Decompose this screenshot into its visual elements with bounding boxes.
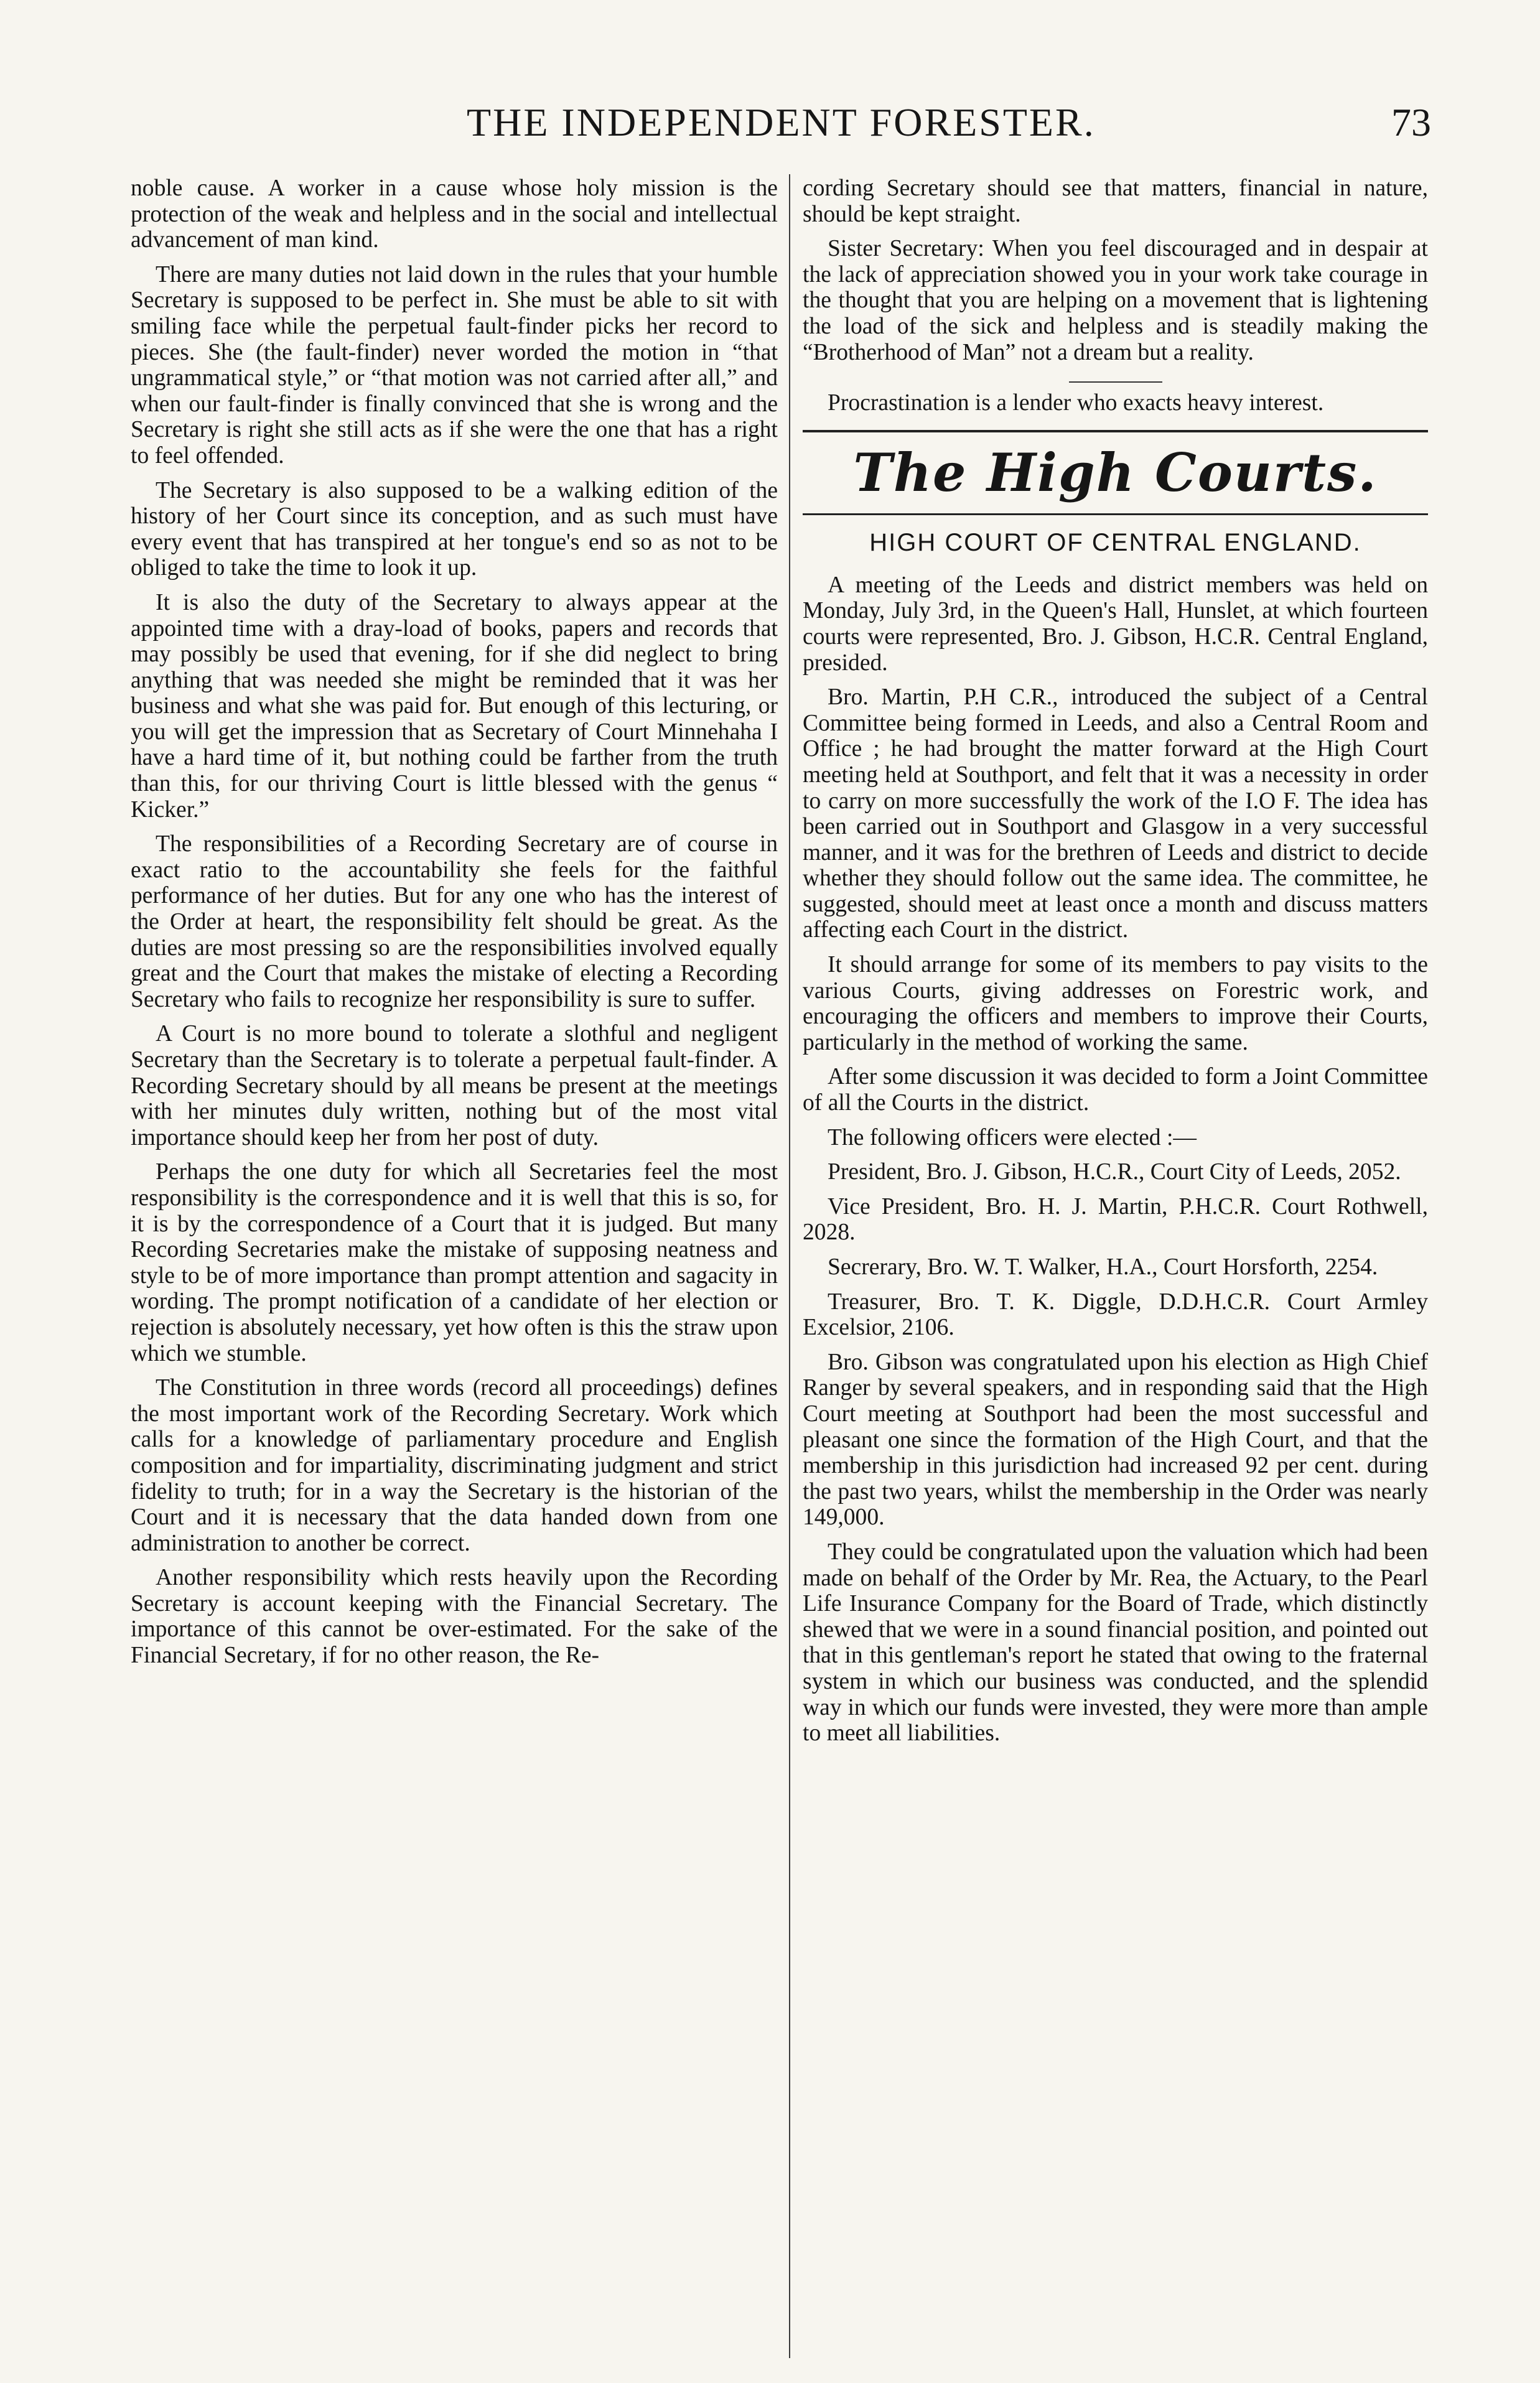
paragraph: Bro. Martin, P.H C.R., introduced the subject of a Central Committee being formed in Leeds, and also a Central Room and Office ; he had brought the matter forward at the High Court meeting held at Southport, and felt that it was a necessity in order to carry on more successfully the work of the I.O F. The idea has been carried out in Southport and Glasgow in a very successful manner, and it was for the brethren of Leeds and district to decide whether they should follow out the same idea. The committee, he suggested, should meet at least once a month and discuss matters affecting each Court in the district. <box>803 684 1428 943</box>
left-column <box>131 175 778 1677</box>
page-header <box>131 100 1431 149</box>
column-divider <box>789 174 790 2358</box>
paragraph: After some discussion it was decided to form a Joint Committee of all the Courts in the district. <box>803 1064 1428 1116</box>
officer-entry: Treasurer, Bro. T. K. Diggle, D.D.H.C.R. Court Armley Excelsior, 2106. <box>803 1289 1428 1341</box>
officer-entry: Vice President, Bro. H. J. Martin, P.H.C.R. Court Rothwell, 2028. <box>803 1193 1428 1246</box>
paragraph: It is also the duty of the Secretary to always appear at the appointed time with a dray-load of books, papers and records that may possibly be used that evening, for if she did neglect to bring anything that was needed she might be reminded that it was her business and what she was paid for. But enough of this lecturing, or you will get the impression that as Secretary of Court Minnehaha I have a hard time of it, but nothing could be farther from the truth than this, for our thriving Court is little blessed with the genus “ Kicker.” <box>131 589 778 823</box>
page-number: 73 <box>1391 100 1431 144</box>
paragraph: They could be congratulated upon the valuation which had been made on behalf of the Order by Mr. Rea, the Actuary, to the Pearl Life Insurance Company for the Board of Trade, which distinctly shewed that we were in a sound financial position, and pointed out that in this gentleman's report he stated that owing to the fraternal system in which our business was conducted, and the splendid way in which our funds were invested, they were more than ample to meet all liabilities. <box>803 1539 1428 1746</box>
paragraph: There are many duties not laid down in the rules that your humble Secretary is supposed to be perfect in. She must be able to sit with smiling face while the perpetual fault-finder picks her record to pieces. She (the fault-finder) never worded the motion in “that ungrammatical style,” or “that motion was not carried after all,” and when our fault-finder is finally convinced that she is wrong and the Secretary is right she still acts as if she were the one that has a right to feel offended. <box>131 261 778 469</box>
separator-rule <box>1069 381 1162 383</box>
paragraph: Sister Secretary: When you feel discouraged and in despair at the lack of appreciation showed you in your work take courage in the thought that you are helping on a movement that is lightening the load of the sick and helpless and is steadily making the “Brotherhood of Man” not a dream but a reality. <box>803 236 1428 365</box>
paragraph: cording Secretary should see that matters, financial in nature, should be kept straight. <box>803 175 1428 227</box>
paragraph: A meeting of the Leeds and district members was held on Monday, July 3rd, in the Queen's Hall, Hunslet, at which fourteen courts were represented, Bro. J. Gibson, H.C.R. Central England, presided. <box>803 572 1428 676</box>
paragraph: The Constitution in three words (record all proceedings) defines the most important work of the Recording Secretary. Work which calls for a knowledge of parliamentary procedure and English composition and for impartiality, discriminating judgment and strict fidelity to truth; for in a way the Secretary is the historian of the Court and it is necessary that the data handed down from one administration to another be correct. <box>131 1375 778 1556</box>
paragraph: The following officers were elected :— <box>828 1124 1197 1150</box>
paragraph: It should arrange for some of its members to pay visits to the various Courts, giving addresses on Forestric work, and encouraging the officers and members to improve their Courts, particularly in the method of working the same. <box>803 952 1428 1055</box>
paragraph: The responsibilities of a Recording Secretary are of course in exact ratio to the accountability she feels for the faithful performance of her duties. But for any one who has the interest of the Order at heart, the responsibility felt should be great. As the duties are most pressing so are the responsibilities involved equally great and the Court that makes the mistake of electing a Recording Secretary who fails to recognize her responsibility is sure to suffer. <box>131 831 778 1012</box>
section-heading: The High Courts. <box>853 441 1378 503</box>
officer-entry: Secrerary, Bro. W. T. Walker, H.A., Court Horsforth, 2254. <box>828 1254 1378 1280</box>
section-rule-bottom <box>803 513 1428 515</box>
paragraph: Perhaps the one duty for which all Secretaries feel the most responsibility is the correspondence and it is well that this is so, for it is by the correspondence of a Court that it is judged. But many Recording Secretaries make the mistake of supposing neatness and style to be of more importance than prompt attention and sagacity in wording. The prompt notification of a candidate of her election or rejection is absolutely necessary, yet how often is this the straw upon which we stumble. <box>131 1159 778 1366</box>
paragraph: The Secretary is also supposed to be a walking edition of the history of her Court since its conception, and as such must have every event that has transpired at her tongue's end so as not to be obliged to take the time to look it up. <box>131 477 778 581</box>
filler-paragraph: Procrastination is a lender who exacts heavy interest. <box>828 390 1324 416</box>
officer-entry: President, Bro. J. Gibson, H.C.R., Court City of Leeds, 2052. <box>828 1159 1401 1185</box>
right-column <box>803 175 1428 1755</box>
paragraph: A Court is no more bound to tolerate a slothful and negligent Secretary than the Secretary is to tolerate a perpetual fault-finder. A Recording Secretary should by all means be present at the meetings with her minutes duly written, nothing but of the most vital importance should keep her from her post of duty. <box>131 1021 778 1150</box>
paragraph: Another responsibility which rests heavily upon the Recording Secretary is account keeping with the Financial Secretary. The importance of this cannot be over-estimated. For the sake of the Financial Secretary, if for no other reason, the Re- <box>131 1565 778 1669</box>
running-title: THE INDEPENDENT FORESTER. <box>467 100 1096 144</box>
paragraph: noble cause. A worker in a cause whose holy mission is the protection of the weak and helpless and in the social and intellectual advancement of man kind. <box>131 175 778 253</box>
article-subheading: HIGH COURT OF CENTRAL ENGLAND. <box>869 528 1361 556</box>
paragraph: Bro. Gibson was congratulated upon his election as High Chief Ranger by several speakers, and in responding said that the High Court meeting at Southport had been the most successful and pleasant one since the formation of the High Court, and that the membership in this jurisdiction had increased 92 per cent. during the past two years, whilst the membership in the Order was nearly 149,000. <box>803 1349 1428 1531</box>
